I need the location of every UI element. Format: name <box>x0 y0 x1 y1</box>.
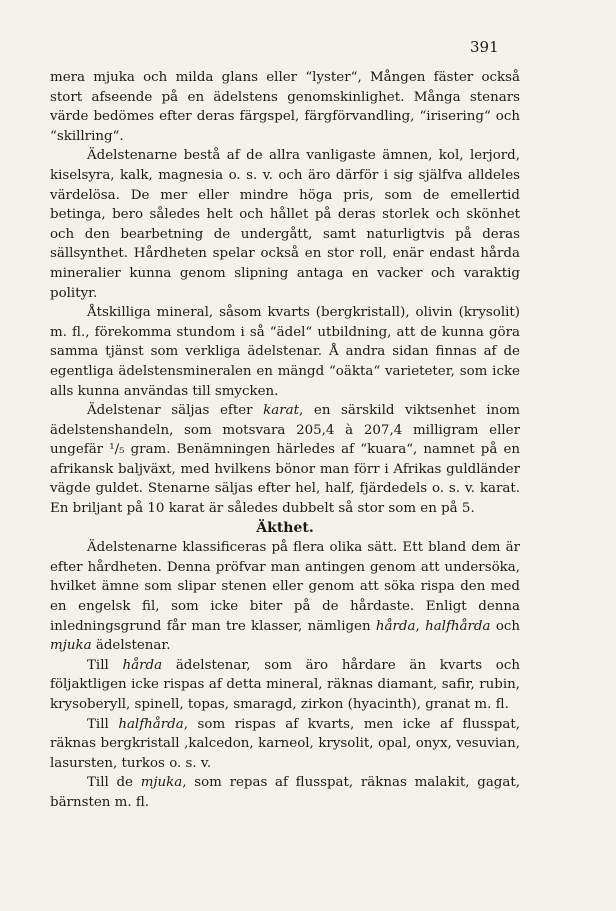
paragraph-halfhard-stones <box>50 715 520 774</box>
paragraph-lustre: mera mjuka och milda glans eller “lyster“, Mången fäster också stort afseende på en ädelstens genomskinlighet. Många stenars värde bedömes efter deras färgspel, färgförvandling, “irisering“ och “skillring“. <box>50 70 520 144</box>
soft-term: mjuka <box>140 775 183 791</box>
karat-fraction: ¹/₅ <box>109 442 125 458</box>
karat-text-before: Ädelstenar säljas efter <box>87 403 264 419</box>
halfhard-term: halfhårda <box>118 716 184 732</box>
page-body <box>50 68 520 813</box>
hard-text-after: ädelstenar, som äro hårdare än kvarts och följaktligen icke rispas af detta mineral, räknas diamant, safir, rubin, krysoberyll, spinell, topas, smaragd, zirkon (hyacinth), granat m. fl. <box>50 657 520 712</box>
class-term-soft: mjuka <box>50 638 92 654</box>
hard-term: hårda <box>122 657 163 673</box>
paragraph-noble-minerals: Åtskilliga mineral, såsom kvarts (bergkristall), olivin (krysolit) m. fl., förekomma stundom i så “ädel“ utbildning, att de kunna göra samma tjänst som verkliga ädelstenar. Å andra sidan finnas af de egentliga ädelstensmineralen en mängd “oäkta“ varieteter, som icke alls kunna användas till smycken. <box>50 305 520 399</box>
paragraph-karat <box>50 401 520 519</box>
classification-sep2: och <box>490 618 520 634</box>
hard-text-before: Till <box>87 657 123 673</box>
paragraph-classification <box>50 538 520 656</box>
paragraph-hard-stones <box>50 656 520 715</box>
classification-text: Ädelstenarne klassificeras på flera olika sätt. Ett bland dem är efter hårdheten. Denna pröfvar man antingen genom att undersöka, hvilket ämne som slipar stenen eller genom att söka rispa den med en engelsk fil, som icke biter på de hårdaste. Enligt denna inledningsgrund får man tre klasser, nämligen <box>50 540 520 634</box>
halfhard-text-after: , som rispas af kvarts, men icke af flusspat, räknas bergkristall ,kalcedon, karneol, krysolit, opal, onyx, vesuvian, lasursten, turkos o. s. v. <box>50 716 520 771</box>
karat-text-middle: , en särskild viktsenhet inom ädelstenshandeln, som motsvara 205,4 à 207,4 milligram eller ungefär <box>50 403 520 458</box>
classification-end: ädelstenar. <box>91 638 171 654</box>
paragraph-soft-stones <box>50 773 520 812</box>
halfhard-text-before: Till <box>87 716 119 732</box>
karat-term: karat <box>263 403 300 419</box>
soft-text-after: , som repas af flusspat, räknas malakit, gagat, bärnsten m. fl. <box>50 775 521 810</box>
page-number: 391 <box>470 38 499 56</box>
class-term-halfhard: halfhårda <box>425 618 491 634</box>
paragraph-composition: Ädelstenarne bestå af de allra vanligaste ämnen, kol, lerjord, kiselsyra, kalk, magnesia o. s. v. och äro därför i sig själfva alldeles värdelösa. De mer eller mindre höga pris, som de emellertid betinga, bero således helt och hållet på deras storlek och skönhet och den bearbetning de undergått, samt naturligtvis på deras sällsynthet. Hårdheten spelar också en stor roll, enär endast hårda mineralier kunna genom slipning antaga en vacker och varaktig polityr. <box>50 148 520 301</box>
section-heading: Äkthet. <box>256 519 314 536</box>
classification-sep1: , <box>415 618 426 634</box>
karat-text-after: gram. Benämningen härledes af “kuara“, namnet på en afrikansk baljväxt, med hvilkens bönor man förr i Afrikas guldländer vägde guldet. Stenarne säljas efter hel, half, fjärdedels o. s. v. karat. En briljant på 10 karat är således dubbelt så stor som en på 5. <box>50 442 520 517</box>
soft-text-before: Till de <box>87 775 141 791</box>
class-term-hard: hårda <box>375 618 416 634</box>
